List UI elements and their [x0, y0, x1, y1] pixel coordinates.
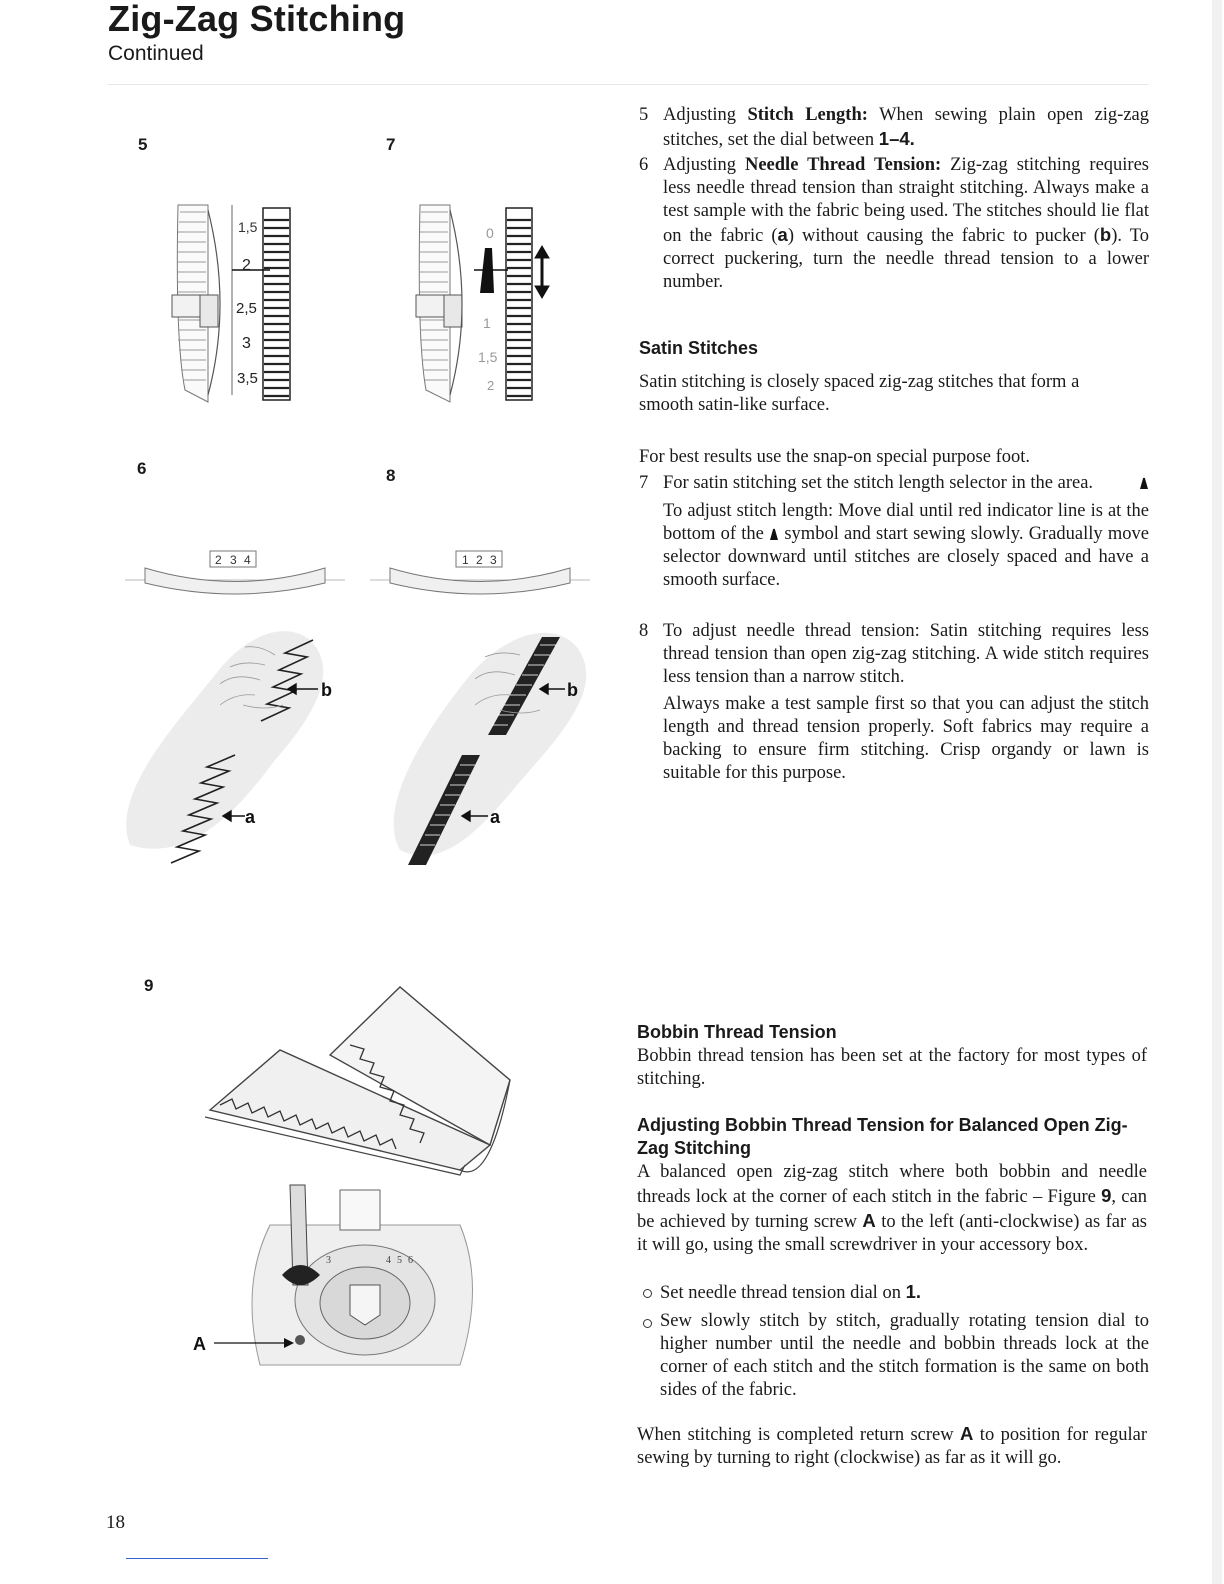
- figure-7-dial: [408, 190, 558, 415]
- figure-9-number: 9: [144, 976, 154, 995]
- dial-label-2: 2: [242, 257, 251, 274]
- bobbin-thread-tension-heading: Bobbin Thread Tension: [637, 1022, 837, 1042]
- stitch-length-label: Stitch Length:: [747, 105, 868, 125]
- dial-label-3-5: 3,5: [237, 370, 258, 387]
- instruction-5-number: 5: [639, 105, 649, 125]
- instruction-5: 5 Adjusting Stitch Length: When sewing plain open zig-zag stitches, set the dial between 1–4.: [639, 105, 1150, 150]
- page-subtitle: Continued: [108, 42, 204, 65]
- figure-5-number: 5: [138, 135, 148, 154]
- plate-label-5: 5: [397, 1255, 402, 1266]
- satin-symbol-icon: [769, 524, 779, 544]
- bullet-sew-slowly: Sew slowly stitch by stitch, gradually rotating tension dial to higher number until the needle and bobbin threads lock at the corner of each stitch and the stitch formation is the same on both sides of the fabric.: [639, 1310, 1149, 1402]
- instruction-6: 6 Adjusting Needle Thread Tension: Zig-zag stitching requires less needle thread tension than straight stitching. Always make a test sample with the fabric being used. The stitches should lie flat on the fabric (a) without causing the fabric to pucker (b). To correct puckering, turn the needle thread tension to a lower number.: [639, 155, 1149, 292]
- plate-label-3: 3: [326, 1255, 331, 1266]
- instruction-6-number: 6: [639, 155, 649, 175]
- bullet-set-tension: Set needle thread tension dial on 1.: [639, 1280, 1149, 1305]
- bullet-icon: [643, 1289, 652, 1298]
- figure-5-dial: [160, 190, 300, 415]
- callout-screw-a: A: [193, 1334, 206, 1354]
- satin-intro: Satin stitching is closely spaced zig-zag stitches that form a smooth satin-like surface.: [639, 372, 1080, 415]
- header-divider: [108, 84, 1148, 85]
- satin-callout-b: b: [567, 680, 578, 700]
- satin-scale-label-2: 2: [476, 553, 483, 567]
- scan-edge: [1212, 0, 1222, 1584]
- callout-a: a: [245, 807, 256, 827]
- bobbin-intro: Bobbin thread tension has been set at the factory for most types of stitching.: [637, 1046, 1147, 1089]
- instruction-8-number: 8: [639, 621, 649, 641]
- bullet-icon: [643, 1319, 652, 1328]
- satin-dial-label-2: 2: [487, 378, 495, 393]
- satin-dial-label-0: 0: [486, 225, 494, 241]
- figure-6-number: 6: [137, 459, 147, 478]
- instruction-8: 8 To adjust needle thread tension: Satin stitching requires less thread tension than open zig-zag stitching. A wide stitch requires less tension than a narrow stitch. Always make a test sample first so that you can adjust the stitch length and thread tension properly. Soft fabrics may require a backing to ensure firm stitching. Crisp organdy or lawn is suitable for this purpose.: [639, 621, 1149, 783]
- dial-label-1-5: 1,5: [238, 219, 258, 235]
- adjusting-bobbin-heading: Adjusting Bobbin Thread Tension for Balanced Open Zig-Zag Stitching: [637, 1115, 1128, 1158]
- instruction-7: 7 For satin stitching set the stitch length selector in the area. To adjust stitch length: Move dial until red indicator line is at the bottom of the symbol and start sewing slowly. Gradually move selector downward until stitches are closely spaced and have a smooth surface.: [639, 473, 1149, 590]
- stitch-length-range: 1–4.: [878, 128, 915, 149]
- scale-label-3: 3: [230, 553, 237, 567]
- figure-8-number: 8: [386, 466, 396, 485]
- satin-dial-label-1-5: 1,5: [478, 349, 498, 365]
- satin-dial-label-1: 1: [483, 315, 491, 331]
- satin-best-results: For best results use the snap-on special purpose foot.: [639, 447, 1030, 467]
- page-title: Zig-Zag Stitching: [108, 0, 406, 39]
- satin-scale-label-3: 3: [490, 553, 497, 567]
- figure-7-number: 7: [386, 135, 396, 154]
- plate-label-4: 4: [386, 1255, 391, 1266]
- callout-b: b: [321, 680, 332, 700]
- final-paragraph: When stitching is completed return screw A to position for regular sewing by turning to right (clockwise) as far as it will go.: [637, 1423, 1147, 1468]
- dial-label-2-5: 2,5: [236, 300, 257, 317]
- needle-thread-tension-label: Needle Thread Tension:: [744, 155, 942, 175]
- figure-6-open-zigzag: [125, 545, 350, 875]
- satin-scale-label-1: 1: [462, 553, 469, 567]
- figure-9-bobbin-tension: [190, 985, 525, 1385]
- scale-label-4: 4: [244, 553, 251, 567]
- satin-stitches-heading: Satin Stitches: [639, 338, 759, 358]
- adjusting-bobbin-paragraph: A balanced open zig-zag stitch where both bobbin and needle threads lock at the corner of each stitch in the fabric – Figure 9, can be achieved by turning screw A to the left (anti-clockwise) as far as it will go, using the small screwdriver in your accessory box.: [637, 1162, 1147, 1255]
- dial-label-3: 3: [242, 335, 251, 352]
- footer-rule: [126, 1558, 268, 1559]
- satin-symbol-icon: [1139, 474, 1149, 497]
- plate-label-6: 6: [408, 1255, 413, 1266]
- figure-8-satin-stitch: [370, 545, 600, 875]
- satin-callout-a: a: [490, 807, 501, 827]
- scale-label-2: 2: [215, 553, 222, 567]
- page-number: 18: [106, 1512, 125, 1533]
- instruction-7-number: 7: [639, 473, 649, 493]
